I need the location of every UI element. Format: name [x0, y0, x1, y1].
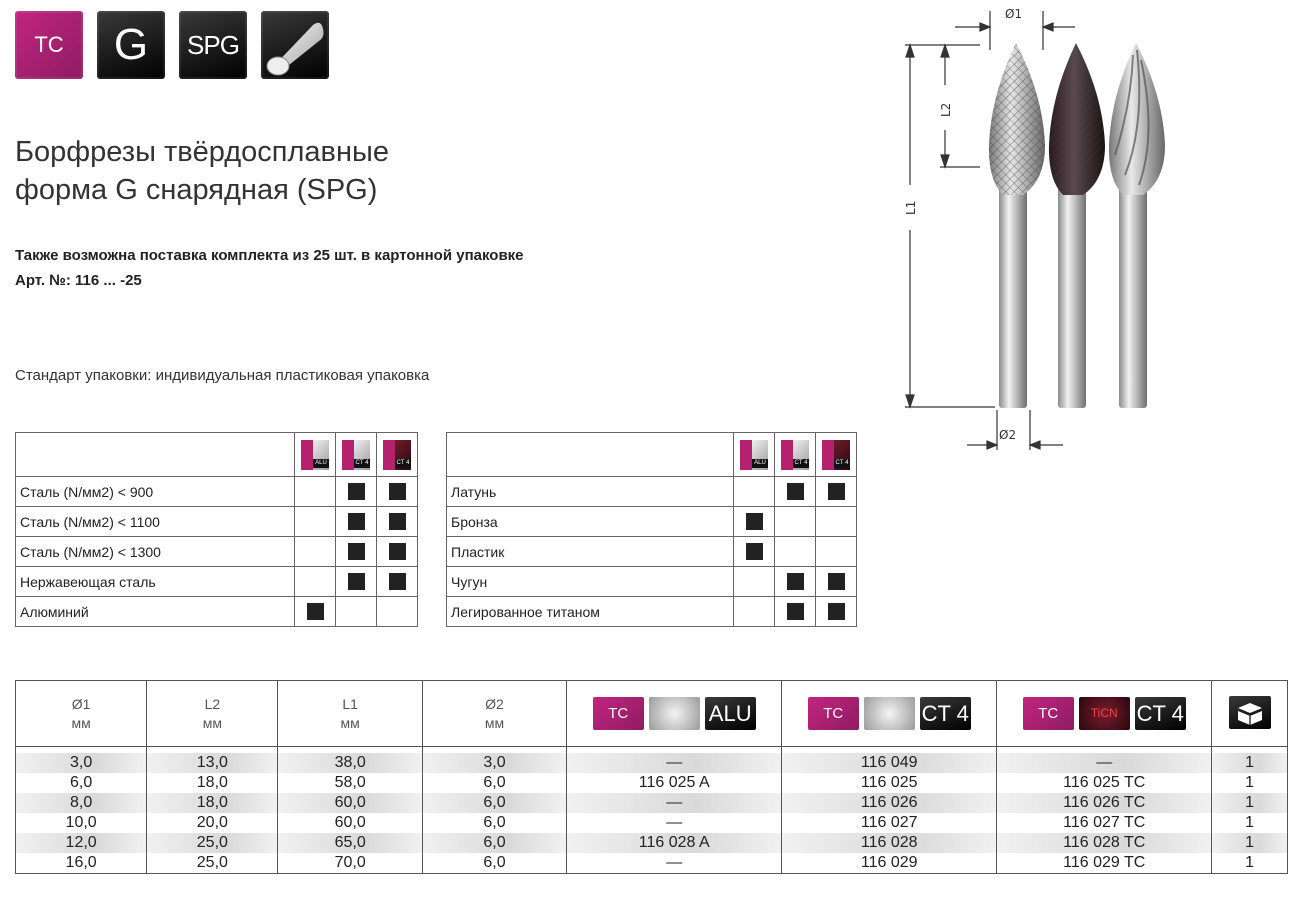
- material-name: Сталь (N/мм2) < 1100: [16, 507, 295, 537]
- materials-table-right: [446, 432, 857, 627]
- set-note: [15, 243, 524, 293]
- table-cell: 116 025 TC: [997, 773, 1212, 793]
- material-mark-cell: [336, 507, 377, 537]
- table-cell: 1: [1212, 813, 1288, 833]
- col-d1: Ø1 мм: [16, 681, 147, 747]
- material-name: Легированное титаном: [447, 597, 734, 627]
- table-cell: 18,0: [147, 773, 278, 793]
- material-mark-cell: [734, 537, 775, 567]
- table-cell: 70,0: [278, 853, 422, 874]
- page-title: [15, 133, 389, 209]
- table-row: [16, 793, 1288, 813]
- table-cell: 3,0: [422, 753, 566, 773]
- table-cell: 18,0: [147, 793, 278, 813]
- table-row: [16, 813, 1288, 833]
- material-mark-cell: [295, 507, 336, 537]
- suitable-mark: [389, 513, 406, 530]
- shape-g-label: G: [113, 20, 149, 69]
- table-cell: 20,0: [147, 813, 278, 833]
- suitable-mark: [787, 483, 804, 500]
- material-name: Нержавеющая сталь: [16, 567, 295, 597]
- table-cell: 116 026: [782, 793, 997, 813]
- suitable-mark: [348, 513, 365, 530]
- burr-product-image: [895, 5, 1185, 450]
- material-name: Бронза: [447, 507, 734, 537]
- materials-left-row: [16, 507, 418, 537]
- suitable-mark: [389, 483, 406, 500]
- table-cell: 116 026 TC: [997, 793, 1212, 813]
- suitable-mark: [348, 543, 365, 560]
- material-mark-cell: [377, 537, 418, 567]
- tc-badge: [15, 11, 83, 79]
- suitable-mark: [348, 573, 365, 590]
- material-mark-cell: [816, 477, 857, 507]
- table-cell: 16,0: [16, 853, 147, 874]
- table-cell: —: [567, 813, 782, 833]
- col-alu: TC ALU: [567, 681, 782, 747]
- table-cell: 65,0: [278, 833, 422, 853]
- materials-right-row: [447, 567, 857, 597]
- table-cell: 116 027: [782, 813, 997, 833]
- table-cell: 25,0: [147, 853, 278, 874]
- dim-l2-label: L2: [939, 102, 953, 117]
- table-cell: 1: [1212, 793, 1288, 813]
- dim-l1-label: L1: [904, 200, 918, 215]
- col-ticn: TC TiCN CT 4: [997, 681, 1212, 747]
- table-cell: 116 049: [782, 753, 997, 773]
- material-mark-cell: [775, 507, 816, 537]
- material-mark-cell: [775, 597, 816, 627]
- materials-right-header-blank: [447, 433, 734, 477]
- material-mark-cell: [295, 567, 336, 597]
- material-mark-cell: [377, 507, 418, 537]
- table-cell: 116 029 TC: [997, 853, 1212, 874]
- package-box-icon: [1229, 696, 1271, 729]
- materials-table-left: [15, 432, 418, 627]
- material-name: Чугун: [447, 567, 734, 597]
- col-l2: L2 мм: [147, 681, 278, 747]
- table-cell: 116 025: [782, 773, 997, 793]
- materials-left-header-blank: [16, 433, 295, 477]
- table-row: [16, 773, 1288, 793]
- table-cell: 116 028 A: [567, 833, 782, 853]
- material-mark-cell: [734, 567, 775, 597]
- shape-g-badge: [97, 11, 165, 79]
- table-cell: 116 028 TC: [997, 833, 1212, 853]
- material-mark-cell: [816, 507, 857, 537]
- suitable-mark: [746, 513, 763, 530]
- material-mark-cell: [377, 597, 418, 627]
- material-mark-cell: [816, 597, 857, 627]
- dim-d1-label: Ø1: [1005, 7, 1023, 21]
- material-mark-cell: [336, 537, 377, 567]
- suitable-mark: [389, 543, 406, 560]
- spg-label: SPG: [187, 29, 239, 60]
- table-cell: 116 027 TC: [997, 813, 1212, 833]
- suitable-mark: [828, 603, 845, 620]
- material-mark-cell: [775, 477, 816, 507]
- table-cell: 58,0: [278, 773, 422, 793]
- material-mark-cell: [336, 477, 377, 507]
- materials-left-row: [16, 477, 418, 507]
- materials-left-row: [16, 537, 418, 567]
- set-note-line-2: Арт. №: 116 ... -25: [15, 272, 142, 289]
- set-note-line-1: Также возможна поставка комплекта из 25 шт. в картонной упаковке: [15, 247, 524, 264]
- suitable-mark: [787, 573, 804, 590]
- mat-icon-ticn-ct4: CT 4: [816, 433, 857, 477]
- table-row: [16, 853, 1288, 874]
- table-cell: 1: [1212, 753, 1288, 773]
- suitable-mark: [787, 603, 804, 620]
- suitable-mark: [389, 573, 406, 590]
- table-cell: 38,0: [278, 753, 422, 773]
- table-cell: 8,0: [16, 793, 147, 813]
- suitable-mark: [828, 483, 845, 500]
- material-mark-cell: [775, 567, 816, 597]
- material-mark-cell: [734, 597, 775, 627]
- material-mark-cell: [377, 477, 418, 507]
- table-cell: 60,0: [278, 793, 422, 813]
- table-cell: 10,0: [16, 813, 147, 833]
- table-row: [16, 833, 1288, 853]
- material-mark-cell: [377, 567, 418, 597]
- materials-right-row: [447, 597, 857, 627]
- mat-icon-ct4: CT 4: [336, 433, 377, 477]
- table-cell: 13,0: [147, 753, 278, 773]
- table-cell: 116 025 A: [567, 773, 782, 793]
- materials-right-row: [447, 507, 857, 537]
- title-line-2: форма G снарядная (SPG): [15, 174, 378, 206]
- suitable-mark: [307, 603, 324, 620]
- mat-icon-alu: ALU: [734, 433, 775, 477]
- table-cell: 6,0: [422, 793, 566, 813]
- material-mark-cell: [775, 537, 816, 567]
- material-name: Алюминий: [16, 597, 295, 627]
- table-cell: 6,0: [422, 853, 566, 874]
- table-cell: 6,0: [422, 813, 566, 833]
- material-name: Сталь (N/мм2) < 1300: [16, 537, 295, 567]
- materials-left-row: [16, 597, 418, 627]
- table-cell: 116 028: [782, 833, 997, 853]
- material-name: Латунь: [447, 477, 734, 507]
- materials-right-row: [447, 477, 857, 507]
- table-cell: 12,0: [16, 833, 147, 853]
- material-name: Пластик: [447, 537, 734, 567]
- table-cell: —: [997, 753, 1212, 773]
- table-cell: 60,0: [278, 813, 422, 833]
- title-line-1: Борфрезы твёрдосплавные: [15, 136, 389, 168]
- table-cell: 3,0: [16, 753, 147, 773]
- mat-icon-alu: ALU: [295, 433, 336, 477]
- col-ct4: TC CT 4: [782, 681, 997, 747]
- col-package: [1212, 681, 1288, 747]
- dim-d2-label: Ø2: [999, 428, 1017, 442]
- table-row: [16, 753, 1288, 773]
- table-cell: 1: [1212, 853, 1288, 874]
- table-cell: 116 029: [782, 853, 997, 874]
- table-cell: 25,0: [147, 833, 278, 853]
- suitable-mark: [746, 543, 763, 560]
- material-mark-cell: [336, 597, 377, 627]
- spg-badge: [179, 11, 247, 79]
- material-mark-cell: [816, 537, 857, 567]
- suitable-mark: [828, 573, 845, 590]
- packaging-text: Стандарт упаковки: индивидуальная пластиковая упаковка: [15, 367, 430, 384]
- material-mark-cell: [734, 507, 775, 537]
- shank-rod-icon: [261, 11, 329, 79]
- table-cell: 6,0: [16, 773, 147, 793]
- suitable-mark: [348, 483, 365, 500]
- material-mark-cell: [295, 597, 336, 627]
- materials-left-row: [16, 567, 418, 597]
- material-mark-cell: [336, 567, 377, 597]
- col-l1: L1 мм: [278, 681, 422, 747]
- material-mark-cell: [734, 477, 775, 507]
- materials-right-row: [447, 537, 857, 567]
- material-mark-cell: [816, 567, 857, 597]
- mat-icon-ticn-ct4: CT 4: [377, 433, 418, 477]
- material-mark-cell: [295, 477, 336, 507]
- table-cell: —: [567, 853, 782, 874]
- material-mark-cell: [295, 537, 336, 567]
- table-cell: —: [567, 793, 782, 813]
- table-cell: 1: [1212, 773, 1288, 793]
- table-cell: 6,0: [422, 773, 566, 793]
- table-cell: 1: [1212, 833, 1288, 853]
- tc-badge-label: TC: [34, 32, 64, 57]
- table-cell: 6,0: [422, 833, 566, 853]
- col-d2: Ø2 мм: [422, 681, 566, 747]
- mat-icon-ct4: CT 4: [775, 433, 816, 477]
- product-table: [15, 680, 1288, 874]
- table-cell: —: [567, 753, 782, 773]
- material-name: Сталь (N/мм2) < 900: [16, 477, 295, 507]
